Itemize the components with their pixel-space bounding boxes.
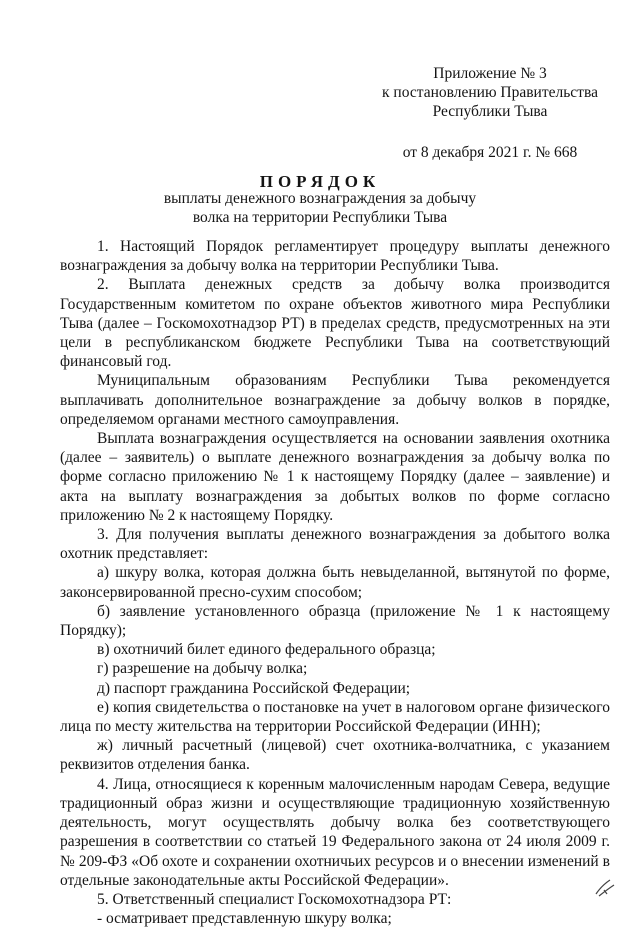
list-item: ж) личный расчетный (лицевой) счет охотника-волчатника, с указанием реквизитов отделения банка. [60,737,610,774]
paragraph: 5. Ответственный специалист Госкомохотнадзора РТ: [97,890,452,908]
list-item: б) заявление установленного образца (приложение № 1 к настоящему Порядку); [60,602,610,640]
paragraph: 4. Лица, относящиеся к коренным малочисленным народам Севера, ведущие традиционный образ жизни и осуществляющие традиционную хозяйственную деятельность, могут осуществлять добычу волка без соответствующего разрешения в соответствии со статьей 19 Федерального закона от 24 июля 2009 г. № 209-ФЗ «Об охоте и сохранении охотничьих ресурсов и о внесении изменений в отдельные законодательные акты Российской Федерации». [60,775,610,889]
list-item: в) охотничий билет единого федерального образца; [97,641,436,659]
document-title: ПОРЯДОК [259,172,381,191]
attachment-line-3: Республики Тыва [432,103,548,120]
attachment-header [380,64,600,162]
paragraph: Выплата вознаграждения осуществляется на основании заявления охотника (далее – заявитель) о выплате денежного вознаграждения за добычу волка по форме согласно приложению № 1 к настоящему Порядку (далее – заявление) и акта на выплату вознаграждения за добытых волков по форме согласно приложению № 2 к настоящему Порядку. [60,430,610,524]
attachment-date: от 8 декабря 2021 г. № 668 [402,144,578,161]
paragraph: 2. Выплата денежных средств за добычу волка производится Государственным комитетом по охране объектов животного мира Республики Тыва (далее – Госкомохотнадзор РТ) в пределах средств, предусмотренных на эти цели в республиканском бюджете Республики Тыва на соответствующий финансовый год. [60,276,610,371]
paragraph: Муниципальным образованиям Республики Тыва рекомендуется выплачивать дополнительное вознаграждение за добычу волков в порядке, определяемом органами местного самоуправления. [60,372,610,428]
attachment-line-1: Приложение № 3 [433,65,547,82]
subtitle-line-2: волка на территории Республики Тыва [192,209,448,226]
document-body [60,237,610,928]
list-item: г) разрешение на добычу волка; [97,660,308,678]
list-item: - осматривает представленную шкуру волка; [97,910,392,928]
subtitle-line-1: выплаты денежного вознаграждения за добычу [163,190,477,207]
attachment-line-2: к постановлению Правительства [382,84,598,101]
list-item: а) шкуру волка, которая должна быть невыделанной, вытянутой по форме, законсервированной пресно-сухим способом; [60,564,610,601]
paragraph: 3. Для получения выплаты денежного вознаграждения за добытого волка охотник представляет: [60,526,610,563]
list-item: е) копия свидетельства о постановке на учет в налоговом органе физического лица по месту жительства на территории Российской Федерации (ИНН); [60,698,610,736]
document-subtitle [0,189,640,227]
paragraph: 1. Настоящий Порядок регламентирует процедуру выплаты денежного вознаграждения за добычу волка на территории Республики Тыва. [60,238,610,275]
initials-mark [590,876,620,898]
list-item: д) паспорт гражданина Российской Федерации; [97,679,411,697]
